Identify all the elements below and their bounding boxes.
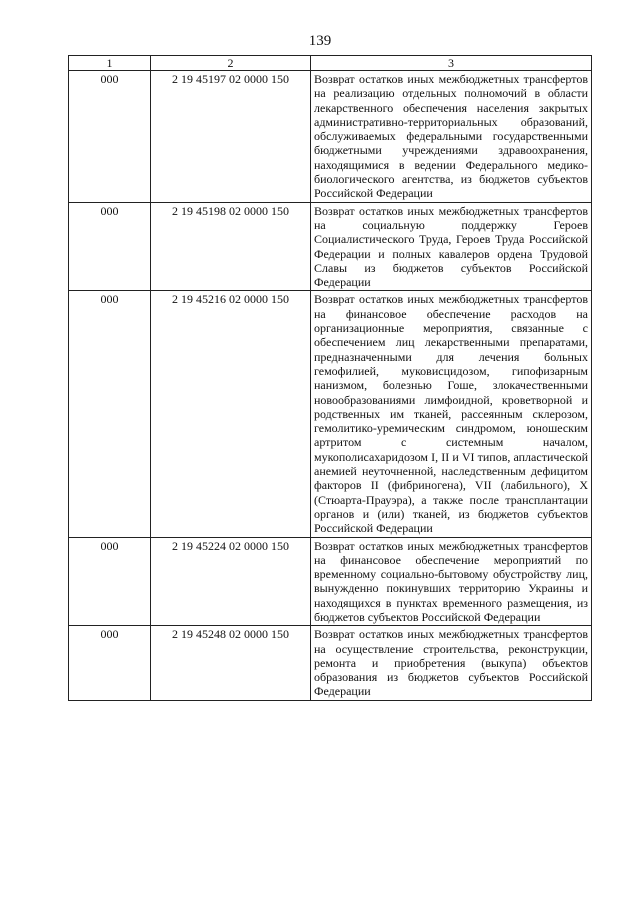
table-row [69, 71, 592, 203]
description-cell: Возврат остатков иных межбюджетных трансфертов на финансовое обеспечение расходов на организационные мероприятия, связанные с обеспечением лиц лекарственными препаратами, предназначенными для лечения больных гемофилией, муковисцидозом, гипофизарным нанизмом, болезнью Гоше, злокачественными новообразованиями лимфоидной, кроветворной и родственных им тканей, рассеянным склерозом, гемолитико-уремическим синдромом, юношеским артритом с системным началом, мукополисахаридозом I, II и VI типов, апластической анемией неуточненной, наследственным дефицитом факторов II (фибриногена), VII (лабильного), X (Стюарта-Прауэра), а также после трансплантации органов и (или) тканей, из бюджетов субъектов Российской Федерации [311, 291, 592, 537]
description-cell: Возврат остатков иных межбюджетных трансфертов на реализацию отдельных полномочий в области лекарственного обеспечения населения закрытых административно-территориальных образований, обслуживаемых федеральными государственными бюджетными учреждениями здравоохранения, находящимися в ведении Федерального медико-биологического агентства, из бюджетов субъектов Российской Федерации [311, 71, 592, 203]
budget-codes-table [68, 55, 592, 701]
description-cell: Возврат остатков иных межбюджетных трансфертов на социальную поддержку Героев Социалистического Труда, Героев Труда Российской Федерации и полных кавалеров ордена Трудовой Славы из бюджетов субъектов Российской Федерации [311, 202, 592, 291]
description-cell: Возврат остатков иных межбюджетных трансфертов на финансовое обеспечение мероприятий по временному социально-бытовому обустройству лиц, вынужденно покинувших территорию Украины и находящихся в пунктах временного размещения, из бюджетов субъектов Российской Федерации [311, 537, 592, 626]
table-row [69, 291, 592, 537]
admin-code-cell: 000 [69, 71, 151, 203]
budget-code-cell: 2 19 45248 02 0000 150 [151, 626, 311, 700]
admin-code-cell: 000 [69, 291, 151, 537]
budget-code-cell: 2 19 45198 02 0000 150 [151, 202, 311, 291]
table-row [69, 537, 592, 626]
admin-code-cell: 000 [69, 202, 151, 291]
budget-code-cell: 2 19 45224 02 0000 150 [151, 537, 311, 626]
header-cell-description: 3 [311, 56, 592, 71]
admin-code-cell: 000 [69, 537, 151, 626]
table-row [69, 626, 592, 700]
header-cell-code: 2 [151, 56, 311, 71]
admin-code-cell: 000 [69, 626, 151, 700]
page-number: 139 [308, 33, 332, 49]
description-cell: Возврат остатков иных межбюджетных трансфертов на осуществление строительства, реконструкции, ремонта и приобретения (выкупа) объектов образования из бюджетов субъектов Российской Федерации [311, 626, 592, 700]
table-row [69, 202, 592, 291]
budget-code-cell: 2 19 45216 02 0000 150 [151, 291, 311, 537]
header-cell-admin: 1 [69, 56, 151, 71]
table-header-row [69, 56, 592, 71]
budget-code-cell: 2 19 45197 02 0000 150 [151, 71, 311, 203]
